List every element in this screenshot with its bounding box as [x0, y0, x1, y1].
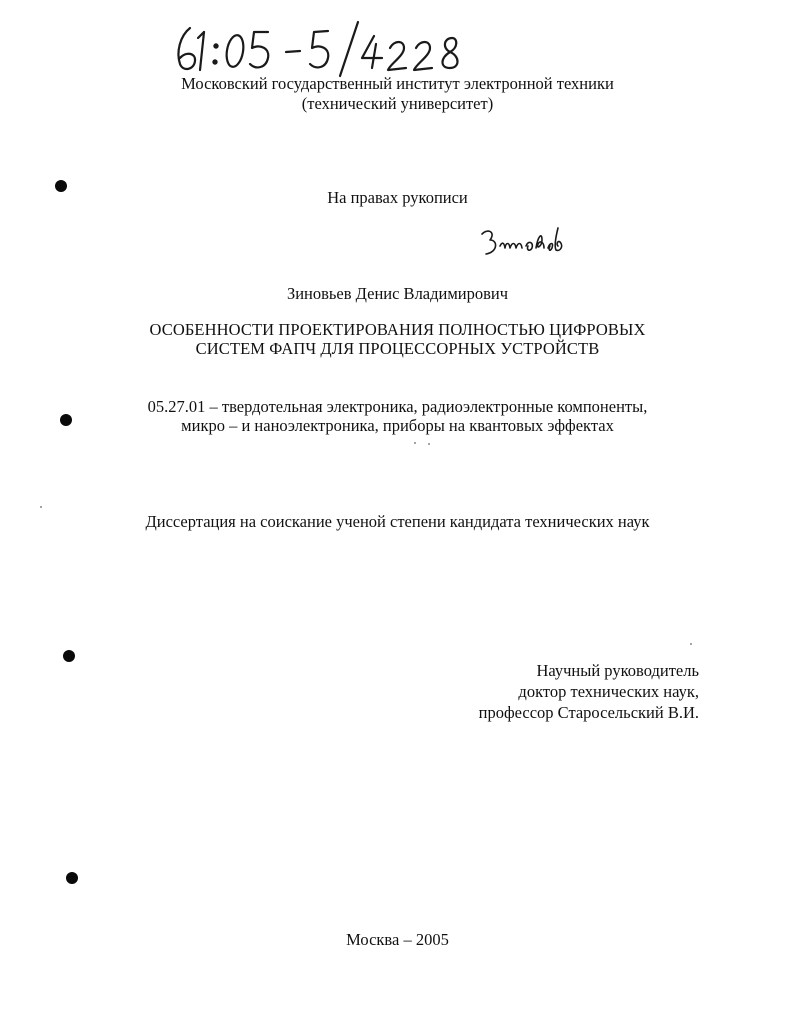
dissertation-type: Диссертация на соискание ученой степени кандидата технических наук — [145, 512, 650, 531]
city-year: Москва – 2005 — [346, 930, 449, 949]
binding-hole-icon — [66, 872, 78, 884]
author-signature — [478, 222, 568, 264]
supervisor-degree: доктор технических наук, — [518, 682, 699, 701]
dissertation-title-line1: ОСОБЕННОСТИ ПРОЕКТИРОВАНИЯ ПОЛНОСТЬЮ ЦИФРОВЫХ — [149, 320, 646, 339]
scan-speck — [428, 443, 430, 445]
specialty-line2: микро – и наноэлектроника, приборы на квантовых эффектах — [181, 416, 614, 435]
supervisor-block — [479, 660, 699, 723]
scan-speck — [414, 442, 416, 444]
binding-hole-icon — [63, 650, 75, 662]
specialty-line1: 05.27.01 – твердотельная электроника, радиоэлектронные компоненты, — [147, 397, 648, 416]
handwritten-archive-number — [168, 18, 488, 80]
scan-speck — [690, 643, 692, 645]
supervisor-name: профессор Старосельский В.И. — [478, 703, 699, 722]
supervisor-role: Научный руководитель — [536, 661, 699, 680]
institution-name: Московский государственный институт электронной техники — [181, 74, 614, 93]
scan-speck — [40, 506, 42, 508]
manuscript-rights: На правах рукописи — [327, 188, 468, 207]
dissertation-title-line2: СИСТЕМ ФАПЧ ДЛЯ ПРОЦЕССОРНЫХ УСТРОЙСТВ — [195, 339, 600, 358]
binding-hole-icon — [60, 414, 72, 426]
author-name: Зиновьев Денис Владимирович — [286, 284, 509, 303]
institution-subtitle: (технический университет) — [301, 94, 494, 113]
binding-hole-icon — [55, 180, 67, 192]
